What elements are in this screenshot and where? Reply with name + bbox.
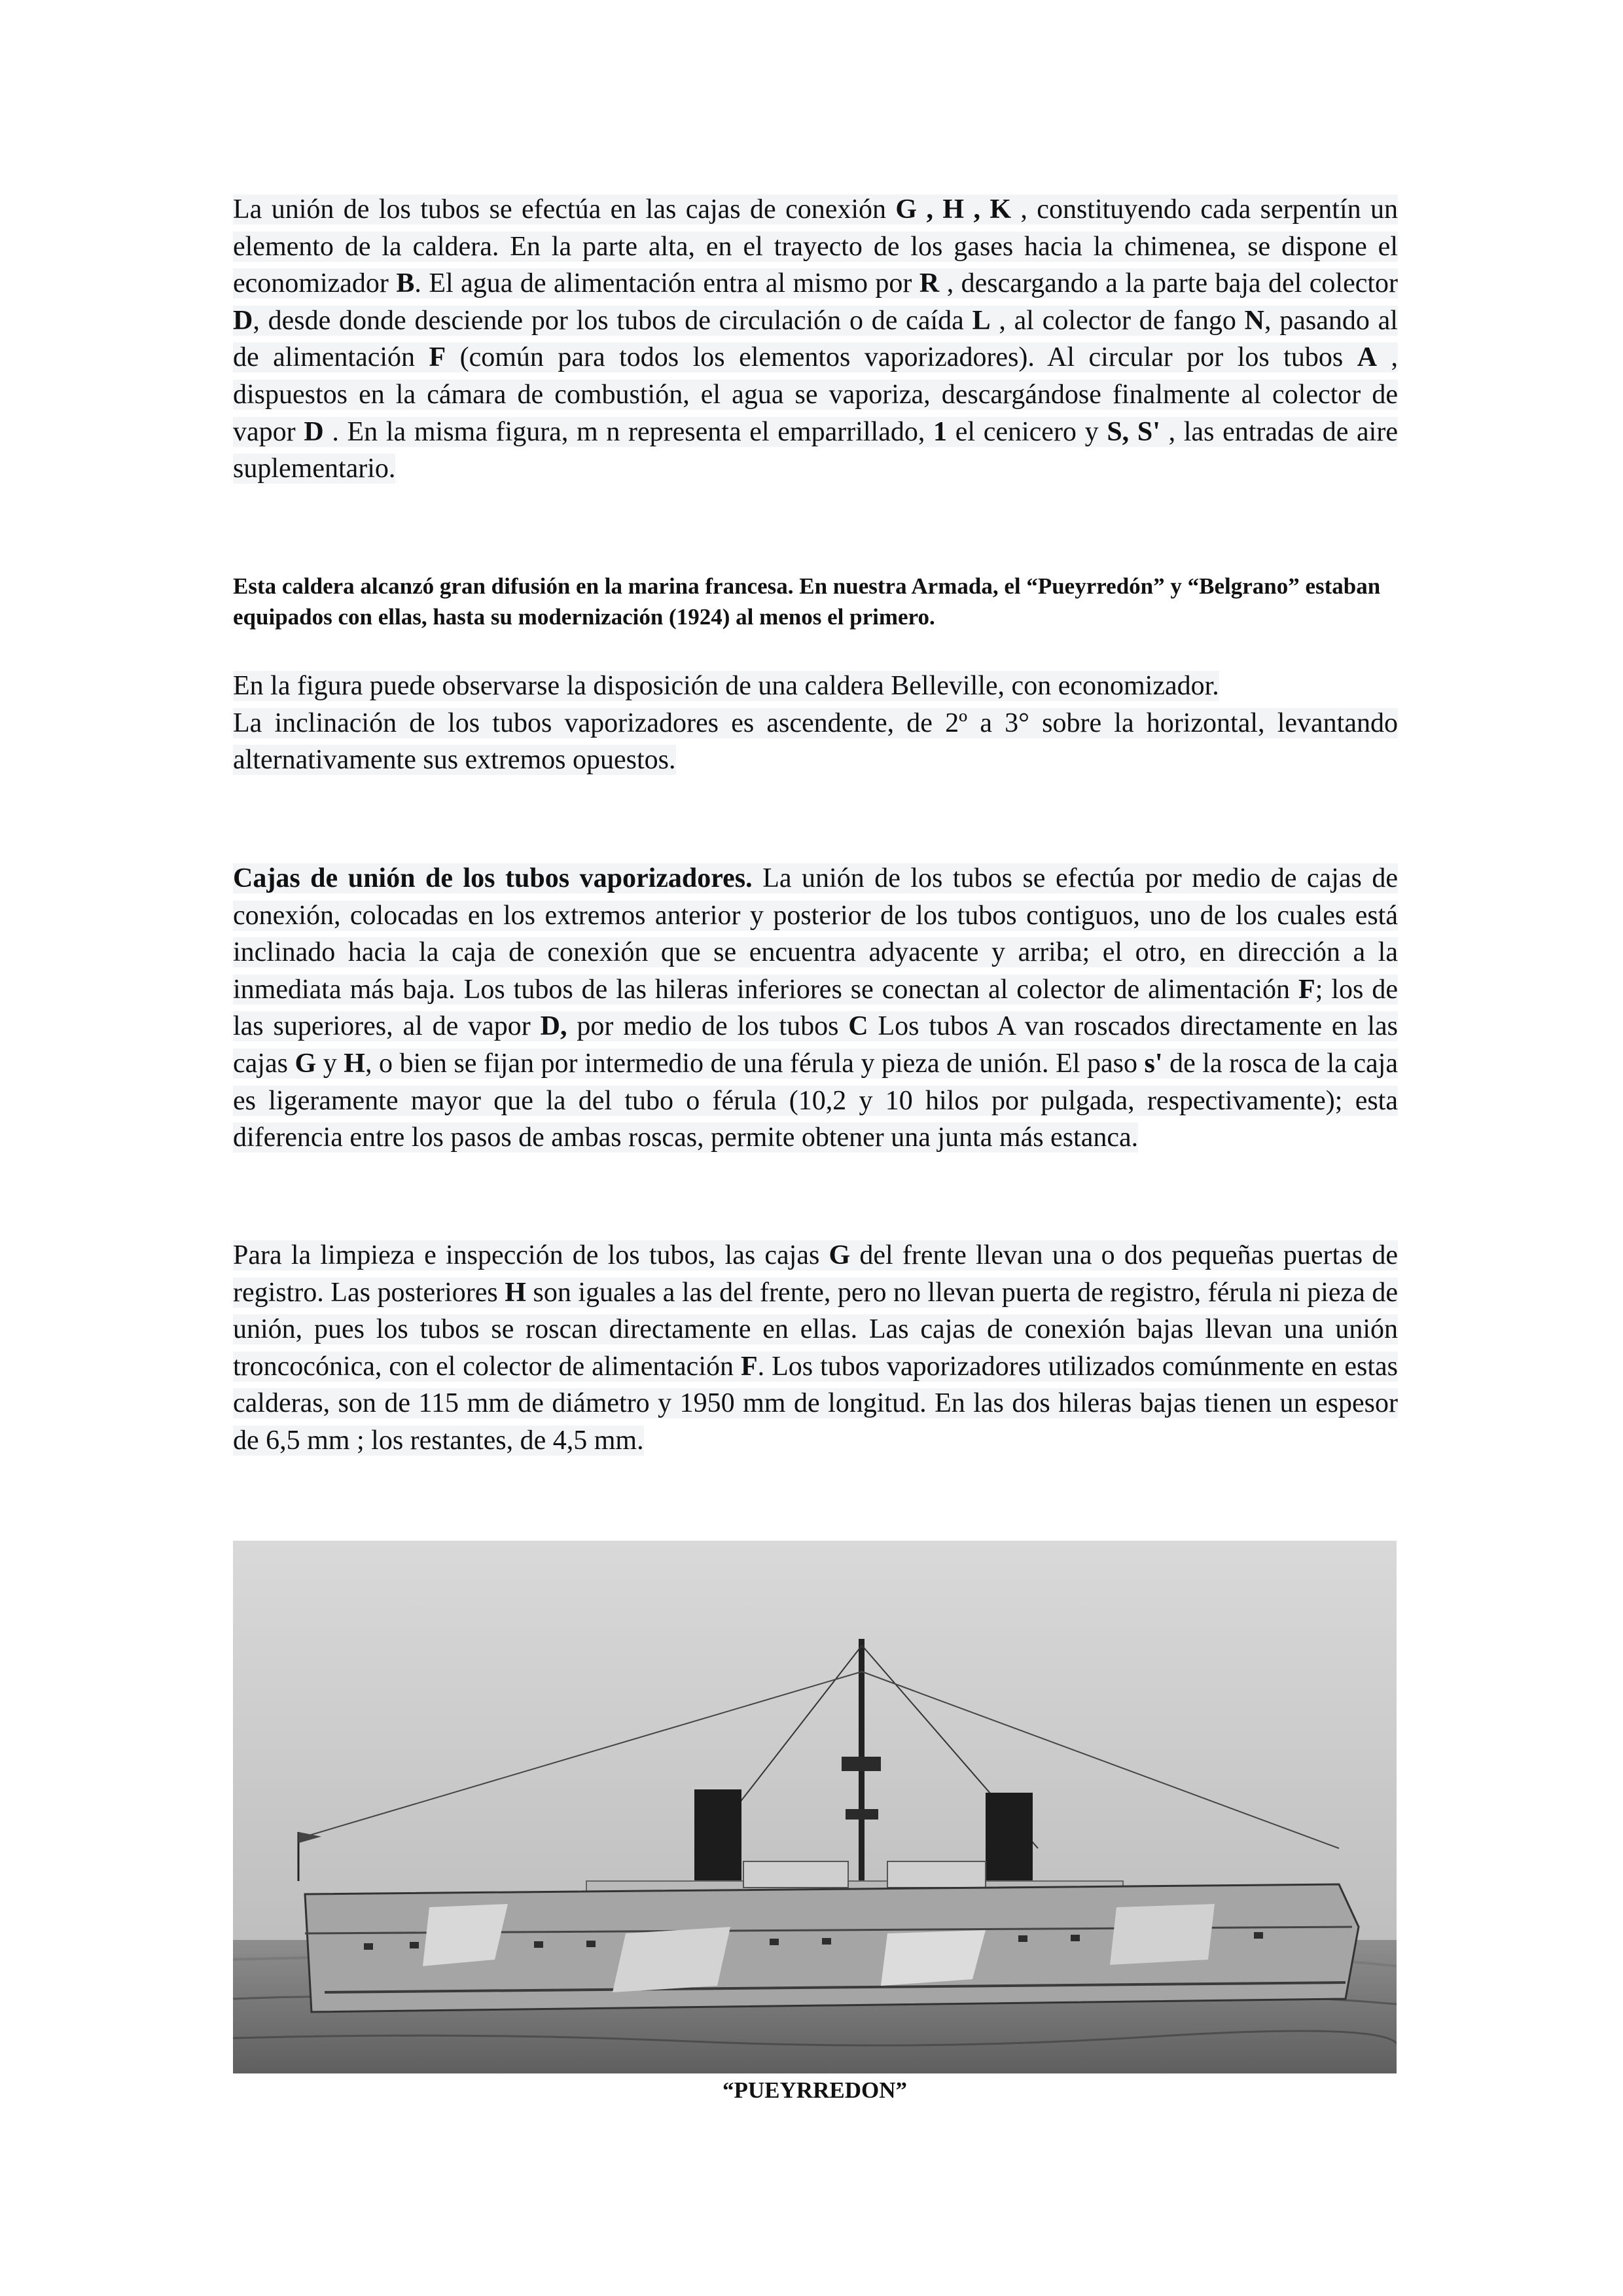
bold-term: S, S' (1107, 416, 1160, 447)
text-run: (común para todos los elementos vaporizadores). Al circular por los tubos (446, 342, 1357, 373)
text-run: Los tubos A van roscados directamente en las cajas (233, 1011, 1398, 1079)
text-run: por medio de los tubos (567, 1011, 849, 1042)
text-run: del frente llevan una o dos pequeñas puertas de registro. Las posteriores (233, 1240, 1398, 1308)
text-run: ; los de las superiores, al de vapor (233, 974, 1399, 1042)
bold-term: L (972, 305, 991, 336)
bold-term: G , H , K (895, 194, 1012, 224)
bold-term: D (304, 416, 324, 447)
paragraph-text (233, 1240, 1398, 1456)
bold-term: D (233, 305, 253, 336)
text-run: , constituyendo cada serpentín un elemento de la caldera. En la parte alta, en el trayecto de los gases hacia la chimenea, se dispone el economizador (233, 194, 1399, 299)
bold-term: H (505, 1277, 526, 1308)
bold-term: F (740, 1351, 758, 1382)
text-run: son iguales a las del frente, pero no llevan puerta de registro, férula ni pieza de unión, pues los tubos se roscan directamente en ellas. Las cajas de conexión bajas llevan una unión troncocónica, con el colector de alimentación (233, 1277, 1398, 1382)
text-run: La unión de los tubos se efectúa por medio de cajas de conexión, colocadas en los extremos anterior y posterior de los tubos contiguos, uno de los cuales está inclinado hacia la caja de conexión que se encuentra adyacente y arriba; el otro, en dirección a la inmediata más baja. Los tubos de las hileras inferiores se conectan al colector de alimentación (233, 863, 1399, 1005)
text-run: La unión de los tubos se efectúa en las cajas de conexión (233, 194, 896, 224)
paragraph-caldera-description (233, 191, 1398, 488)
text-run: y (316, 1048, 344, 1079)
bold-term: F (429, 342, 446, 373)
bold-term: D, (540, 1011, 567, 1042)
text-run: , dispuestos en la cámara de combustión, el agua se vaporiza, descargándose finalmente al colector de vapor (233, 342, 1399, 447)
bold-term: G (829, 1240, 851, 1270)
bold-term: G (294, 1048, 317, 1079)
text-run: . El agua de alimentación entra al mismo por (414, 268, 919, 299)
paragraph-belleville (233, 668, 1398, 779)
bold-term: C (848, 1011, 868, 1042)
bold-term: B (396, 268, 415, 299)
text-run: el cenicero y (947, 416, 1107, 447)
note-armada: Esta caldera alcanzó gran difusión en la marina francesa. En nuestra Armada, el “Pueyrredón” y “Belgrano” estaban equipados con ellas, hasta su modernización (1924) al menos el primero. (233, 573, 1381, 630)
text-run: , descargando a la parte baja del colector (939, 268, 1399, 299)
text-run: . En la misma figura, m n representa el emparrillado, (323, 416, 934, 447)
text-run: de la rosca de la caja es ligeramente mayor que la del tubo o férula (10,2 y 10 hilos por pulgada, respectivamente); esta diferencia entre los pasos de ambas roscas, permite obtener una junta más estanca. (233, 1048, 1398, 1153)
paragraph-text (233, 194, 1398, 484)
bold-term: R (919, 268, 940, 299)
bold-term: H (344, 1048, 365, 1079)
text-run: , desde donde desciende por los tubos de circulación o de caída (253, 305, 972, 336)
photo-caption: “PUEYRREDON” (722, 2077, 907, 2103)
text-run: . Los tubos vaporizadores utilizados comúnmente en estas calderas, son de 115 mm de diámetro y 1950 mm de longitud. En las dos hileras bajas tienen un espesor de 6,5 mm ; los restantes, de 4,5 mm. (233, 1351, 1398, 1456)
bold-term: N (1244, 305, 1264, 336)
text-run: , pasando al de alimentación (233, 305, 1398, 373)
bold-term: F (1298, 974, 1315, 1005)
text-run: , al colector de fango (990, 305, 1245, 336)
inclination-line: La inclinación de los tubos vaporizadores es ascendente, de 2º a 3° sobre la horizontal, levantando alternativamente sus extremos opuestos. (233, 708, 1398, 776)
paragraph-text (233, 863, 1398, 1153)
warship-photo-drawing (233, 1541, 1397, 2073)
paragraph-limpieza (233, 1237, 1398, 1460)
text-run: Para la limpieza e inspección de los tubos, las cajas (233, 1240, 829, 1270)
text-run: , las entradas de aire suplementario. (233, 416, 1398, 484)
bold-term: A (1357, 342, 1378, 373)
bold-term: s' (1144, 1048, 1163, 1079)
paragraph-cajas-union (233, 860, 1398, 1157)
bold-term: Cajas de unión de los tubos vaporizadores. (233, 863, 753, 893)
bold-term: 1 (933, 416, 948, 447)
belleville-line: En la figura puede observarse la disposición de una caldera Belleville, con economizador. (233, 671, 1219, 701)
text-run: , o bien se fijan por intermedio de una férula y pieza de unión. El paso (365, 1048, 1145, 1079)
warship-photo-icon (233, 1541, 1397, 2073)
